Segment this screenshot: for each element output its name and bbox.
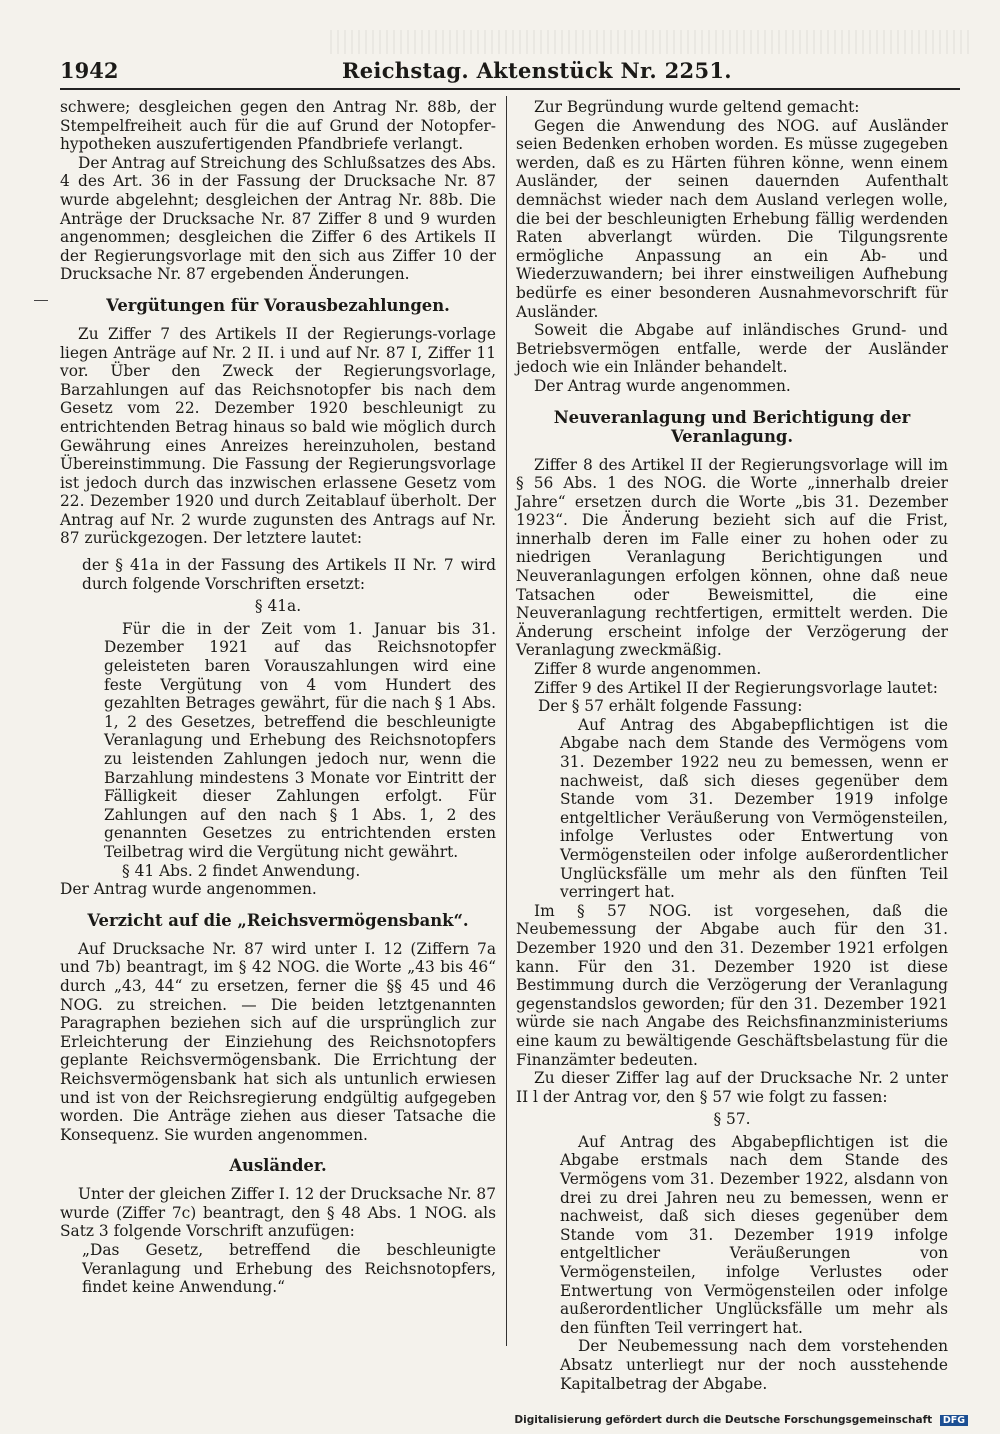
column-divider [506, 96, 507, 1346]
page-number: 1942 [60, 58, 119, 83]
paragraph: Gegen die Anwendung des NOG. auf Ausländer seien Bedenken erhoben worden. Es müsse zugegeben werden, daß es zu Härten führen könne, wenn einem Ausländer, der seinen dauernden Aufenthalt demnächst wieder nach dem Ausland verlegen wolle, die bei der beschleunigten Erhebung fällig werdenden Raten abverlangt würden. Die Tilgungsrente ermögliche Anpassung an ein Ab- und Wiederzuwandern; bei ihrer einstweiligen Aufhebung bedürfe es einer besonderen Ausnahmevorschrift für Ausländer. [516, 116, 948, 321]
left-column [60, 98, 496, 1297]
paragraph: Ziffer 8 des Artikel II der Regierungsvorlage will im § 56 Abs. 1 des NOG. die Worte „innerhalb dreier Jahre“ ersetzen durch die Worte „bis 31. Dezember 1923“. Die Änderung bezieht sich auf die Frist, innerhalb deren im Falle einer zu hohen oder zu niedrigen Veranlagung Berichtigungen und Neuveranlagungen erfolgen können, ohne daß neue Tatsachen oder Beweismittel, die eine Neuveranlagung rechtfertigen, ermittelt werden. Die Änderung erscheint infolge der Verzögerung der Veranlagung zweckmäßig. [516, 455, 948, 660]
paragraph: schwere; desgleichen gegen den Antrag Nr. 88b, der Stempelfreiheit auch für die auf Grund der Notopfer-hypotheken auszufertigenden Pfandbriefe verlangt. [60, 98, 496, 154]
credit-text: Digitalisierung gefördert durch die Deutsche Forschungsgemeinschaft [514, 1414, 933, 1426]
quoted-text: der § 41a in der Fassung des Artikels II Nr. 7 wird durch folgende Vorschriften ersetzt: [82, 556, 496, 593]
digitization-credit [514, 1414, 968, 1426]
quoted-text: „Das Gesetz, betreffend die beschleunigte Veranlagung und Erhebung des Reichsnotopfers, findet keine Anwendung.“ [82, 1241, 496, 1297]
section-sign: § 41a. [254, 597, 302, 616]
quoted-text: Der Neubemessung nach dem vorstehenden Absatz unterliegt nur der noch ausstehende Kapitalbetrag der Abgabe. [560, 1337, 948, 1393]
paragraph: Ziffer 9 des Artikel II der Regierungsvorlage lautet: [534, 678, 938, 697]
quoted-text: § 41 Abs. 2 findet Anwendung. [122, 861, 361, 880]
section-heading: Verzicht auf die „Reichsvermögensbank“. [87, 910, 469, 930]
quoted-text: Auf Antrag des Abgabepflichtigen ist die Abgabe erstmals nach dem Stande des Vermögens vom 31. Dezember 1922, alsdann von drei zu drei Jahren neu zu bemessen, wenn er nachweist, daß sich dieses gegenüber dem Stande vom 31. Dezember 1919 infolge entgeltlicher Veräußerungen von Vermögensteilen, infolge Verlustes oder Entwertung von Vermögensteilen oder infolge außerordentlicher Unglücksfälle um mehr als den fünften Teil verringert hat. [560, 1132, 948, 1337]
margin-mark [34, 300, 48, 301]
page-header [60, 54, 960, 88]
quoted-text: Der § 57 erhält folgende Fassung: [538, 697, 803, 716]
quoted-text: Für die in der Zeit vom 1. Januar bis 31. Dezember 1921 auf das Reichsnotopfer geleisteten baren Vorauszahlungen wird eine feste Vergütung von 4 vom Hundert des gezahlten Betrages gewährt, für die nach § 1 Abs. 1, 2 des Gesetzes, betreffend die beschleunigte Veranlagung und Erhebung des Reichsnotopfers zu leistenden Zahlungen jedoch nur, wenn die Barzahlung mindestens 3 Monate vor Eintritt der Fälligkeit dieser Zahlungen erfolgt. Für Zahlungen auf den nach § 1 Abs. 1, 2 des genannten Gesetzes zu entrichtenden ersten Teilbetrag wird die Vergütung nicht gewährt. [104, 619, 496, 861]
right-column [516, 98, 948, 1393]
paragraph: Unter der gleichen Ziffer I. 12 der Drucksache Nr. 87 wurde (Ziffer 7c) beantragt, den § 48 Abs. 1 NOG. als Satz 3 folgende Vorschrift anzufügen: [60, 1185, 497, 1241]
paragraph: Zur Begründung wurde geltend gemacht: [534, 98, 860, 116]
section-heading: Neuveranlagung und Berichtigung der Veranlagung. [553, 407, 911, 446]
paragraph: Auf Drucksache Nr. 87 wird unter I. 12 (Ziffern 7a und 7b) beantragt, im § 42 NOG. die Worte „43 bis 46“ durch „43, 44“ zu ersetzen, ferner die §§ 45 und 46 NOG. zu streichen. — Die beiden letztgenannten Paragraphen beziehen sich auf die ursprünglich zur Erleichterung der Einziehung des Reichsnotopfers geplante Reichsvermögensbank. Die Errichtung der Reichsvermögensbank hat sich als untunlich erwiesen und ist von der Reichsregierung endgültig aufgegeben worden. Die Anträge ziehen aus dieser Tatsache die Konsequenz. Sie wurden angenommen. [60, 939, 496, 1144]
header-rule [60, 88, 960, 90]
section-heading: Ausländer. [229, 1156, 327, 1176]
paragraph: Soweit die Abgabe auf inländisches Grund- und Betriebsvermögen entfalle, werde der Ausländer jedoch wie ein Inländer behandelt. [516, 321, 948, 377]
paragraph: Zu dieser Ziffer lag auf der Drucksache Nr. 2 unter II l der Antrag vor, den § 57 wie folgt zu fassen: [516, 1069, 948, 1106]
running-title: Reichstag. Aktenstück Nr. 2251. [342, 58, 732, 83]
paragraph: Der Antrag auf Streichung des Schlußsatzes des Abs. 4 des Art. 36 in der Fassung der Drucksache Nr. 87 wurde abgelehnt; desgleichen der Antrag Nr. 88b. Die Anträge der Drucksache Nr. 87 Ziffer 8 und 9 wurden angenommen; desgleichen die Ziffer 6 des Artikels II der Regierungsvorlage mit den sich aus Ziffer 10 der Drucksache Nr. 87 ergebenden Änderungen. [60, 153, 496, 284]
section-sign: § 57. [713, 1110, 751, 1129]
paragraph: Ziffer 8 wurde angenommen. [534, 660, 762, 679]
section-heading: Vergütungen für Vorausbezahlungen. [106, 295, 450, 315]
quoted-text: Auf Antrag des Abgabepflichtigen ist die Abgabe nach dem Stande des Vermögens vom 31. Dezember 1922 neu zu bemessen, wenn er nachweist, daß sich dieses gegenüber dem Stande vom 31. Dezember 1919 infolge entgeltlicher Veräußerung von Vermögensteilen, infolge Verlustes oder Entwertung von Vermögensteilen oder infolge außerordentlicher Unglücksfälle um mehr als den fünften Teil verringert hat. [560, 715, 948, 902]
dfg-logo: DFG [940, 1415, 968, 1426]
scan-noise [330, 30, 970, 54]
paragraph: Im § 57 NOG. ist vorgesehen, daß die Neubemessung der Abgabe auch für den 31. Dezember 1920 und den 31. Dezember 1921 erfolgen kann. Für den 31. Dezember 1920 ist diese Bestimmung durch die Verzögerung der Veranlagung gegenstandslos geworden; für den 31. Dezember 1921 würde sie nach Angabe des Reichsfinanzministeriums eine kaum zu bewältigende Geschäftsbelastung für die Finanzämter bedeuten. [516, 901, 948, 1069]
paragraph: Zu Ziffer 7 des Artikels II der Regierungs-vorlage liegen Anträge auf Nr. 2 II. i und auf Nr. 87 I, Ziffer 11 vor. Über den Zweck der Regierungsvorlage, Barzahlungen auf das Reichsnotopfer bis nach dem Gesetz vom 22. Dezember 1920 beschleunigt zu entrichtenden Betrag hinaus so bald wie möglich durch Gewährung eines Anreizes hereinzuholen, bestand Übereinstimmung. Die Fassung der Regierungsvorlage ist jedoch durch das inzwischen erlassene Gesetz vom 22. Dezember 1920 und durch Zeitablauf überholt. Der Antrag auf Nr. 2 wurde zugunsten des Antrags auf Nr. 87 zurückgezogen. Der letztere lautet: [60, 324, 496, 548]
paragraph: Der Antrag wurde angenommen. [534, 376, 791, 395]
paragraph: Der Antrag wurde angenommen. [60, 880, 317, 899]
